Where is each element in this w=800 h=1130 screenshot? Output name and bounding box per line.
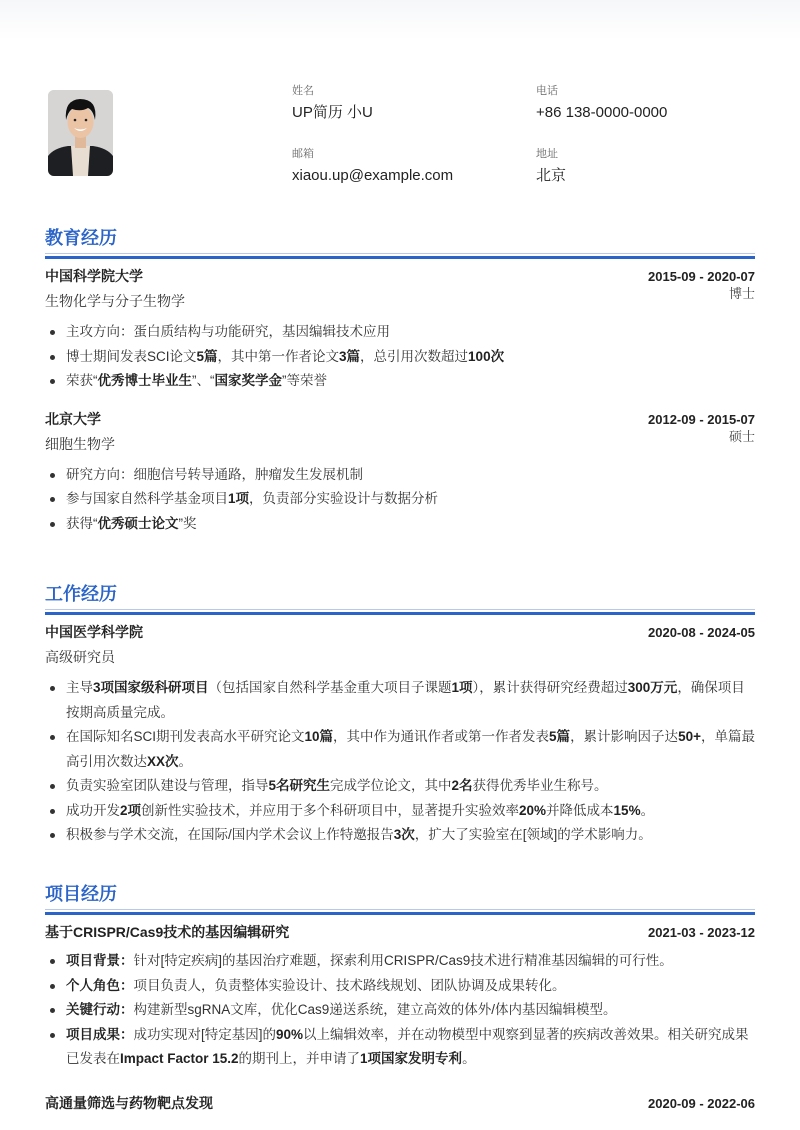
bullet-list <box>45 676 755 848</box>
organization-name: 中国医学科学院 <box>45 624 143 640</box>
project-name: 高通量筛选与药物靶点发现 <box>45 1094 213 1111</box>
profile-photo <box>48 90 113 176</box>
address-value: 北京 <box>536 167 567 184</box>
section-divider-accent <box>45 256 755 259</box>
bullet-item: 负责实验室团队建设与管理，指导5名研究生完成学位论文，其中2名获得优秀毕业生称号。 <box>45 774 755 799</box>
section-title-education: 教育经历 <box>45 228 117 248</box>
section-divider-accent <box>45 912 755 915</box>
work-section <box>45 582 755 848</box>
section-title-projects: 项目经历 <box>45 884 117 904</box>
bullet-item: 荣获“优秀博士毕业生”、“国家奖学金”等荣誉 <box>45 369 755 394</box>
major: 生物化学与分子生物学 <box>45 293 185 309</box>
email-field <box>292 147 532 187</box>
bullet-item: 参与国家自然科学基金项目1项，负责部分实验设计与数据分析 <box>45 487 755 512</box>
date-range: 2021-03 - 2023-12 <box>648 925 755 940</box>
bullet-item: 在国际知名SCI期刊发表高水平研究论文10篇，其中作为通讯作者或第一作者发表5篇，累计影响因子达50+，单篇最高引用次数达XX次。 <box>45 725 755 774</box>
section-divider-accent <box>45 612 755 615</box>
bullet-item: 个人角色：项目负责人，负责整体实验设计、技术路线规划、团队协调及成果转化。 <box>45 974 755 999</box>
phone-value: +86 138-0000-0000 <box>536 104 668 121</box>
degree: 博士 <box>728 286 755 301</box>
date-range: 2012-09 - 2015-07 <box>648 411 755 427</box>
project-name: 基于CRISPR/Cas9技术的基因编辑研究 <box>45 924 290 940</box>
degree: 硕士 <box>728 428 755 444</box>
bullet-list <box>45 320 755 394</box>
bullet-item: 关键行动：构建新型sgRNA文库，优化Cas9递送系统，建立高效的体外/体内基因编辑模型。 <box>45 998 755 1023</box>
bullet-item: 成功开发2项创新性实验技术，并应用于多个科研项目中，显著提升实验效率20%并降低成本15%。 <box>45 799 755 824</box>
address-field <box>536 147 776 187</box>
project-entry <box>45 922 755 1072</box>
bullet-item: 项目成果：成功实现对[特定基因]的90%以上编辑效率，并在动物模型中观察到显著的疾病改善效果。相关研究成果已发表在Impact Factor 15.2的期刊上，并申请了1项国家发明专利。 <box>45 1023 755 1072</box>
bullet-item: 获得“优秀硕士论文”奖 <box>45 512 755 537</box>
portrait-icon <box>48 90 113 176</box>
email-label: 邮箱 <box>292 148 314 160</box>
date-range: 2020-09 - 2022-06 <box>648 1095 755 1111</box>
section-divider <box>45 909 755 910</box>
date-range: 2015-09 - 2020-07 <box>648 269 755 284</box>
projects-section <box>45 882 755 1114</box>
section-title-work: 工作经历 <box>45 584 117 604</box>
major: 细胞生物学 <box>45 435 115 452</box>
project-entry <box>45 1093 755 1114</box>
bullet-item: 博士期间发表SCI论文5篇，其中第一作者论文3篇，总引用次数超过100次 <box>45 345 755 370</box>
resume-header <box>48 85 758 184</box>
bullet-item: 积极参与学术交流，在国际/国内学术会议上作特邀报告3次，扩大了实验室在[领域]的学术影响力。 <box>45 823 755 848</box>
bullet-list <box>45 463 755 537</box>
education-entry <box>45 409 755 537</box>
name-label: 姓名 <box>292 85 314 97</box>
phone-label: 电话 <box>536 85 558 97</box>
bullet-item: 项目背景：针对[特定疾病]的基因治疗难题，探索利用CRISPR/Cas9技术进行精准基因编辑的可行性。 <box>45 949 755 974</box>
name-field <box>292 84 532 124</box>
school-name: 中国科学院大学 <box>45 268 143 284</box>
school-name: 北京大学 <box>45 410 101 427</box>
bullet-list <box>45 949 755 1072</box>
bullet-item: 研究方向：细胞信号转导通路，肿瘤发生发展机制 <box>45 463 755 488</box>
work-entry <box>45 622 755 848</box>
education-entry <box>45 266 755 394</box>
section-divider <box>45 609 755 610</box>
email-value[interactable]: xiaou.up@example.com <box>292 167 454 184</box>
phone-field <box>536 84 776 124</box>
name-value: UP简历 小U <box>292 104 373 121</box>
section-divider <box>45 253 755 254</box>
education-section <box>45 226 755 536</box>
bullet-item: 主攻方向：蛋白质结构与功能研究，基因编辑技术应用 <box>45 320 755 345</box>
job-title: 高级研究员 <box>45 649 115 665</box>
address-label: 地址 <box>536 148 558 160</box>
bullet-item: 主导3项国家级科研项目（包括国家自然科学基金重大项目子课题1项），累计获得研究经费超过300万元，确保项目按期高质量完成。 <box>45 676 755 725</box>
date-range: 2020-08 - 2024-05 <box>648 625 755 640</box>
